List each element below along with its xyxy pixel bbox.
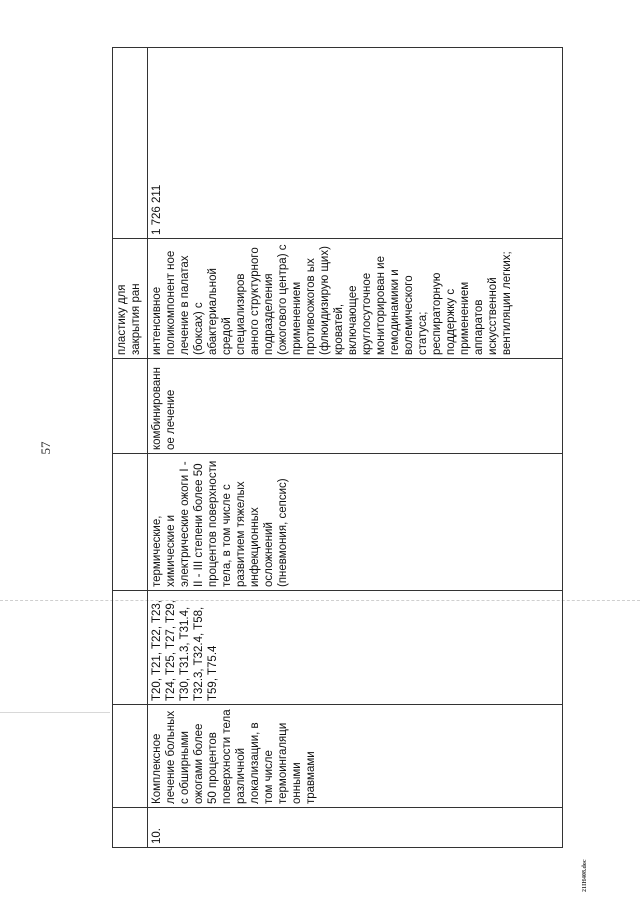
- fold-line-short: [0, 712, 110, 713]
- medical-care-table: [112, 47, 563, 848]
- header-cell-number: [113, 808, 148, 848]
- treatment-name: Комплексное лечение больных с обширными ожогами более 50 процентов поверхности тела различной локализации, в том числе термоингаляци онными травмами: [148, 705, 563, 808]
- table-row: [148, 48, 563, 848]
- treatment-method: интенсивное поликомпонент ное лечение в палатах (боксах) с абактериальной средой специализиров анного структурного подразделения (ожогового центра) с применением противоожогов ых (флюидизирую щих) кроватей, включающее круглосуточное мониторирован ие гемодинамики и волемического статуса; респираторную поддержку с применением аппаратов искусственной вентиляции легких;: [148, 239, 563, 359]
- patient-model: термические, химические и электрические ожоги I - II - III степени более 50 процентов поверхности тела, в том числе с развитием тяжелых инфекционных осложнений (пневмония, сепсис): [148, 454, 563, 591]
- header-cell-type: [113, 359, 148, 454]
- header-cell-cost: [113, 48, 148, 239]
- header-cell-name: [113, 705, 148, 808]
- header-cell-codes: [113, 591, 148, 705]
- row-number: 10.: [148, 808, 563, 848]
- page-number: 57: [38, 441, 53, 455]
- header-cell-method: пластику для закрытия ран: [113, 239, 148, 359]
- diagnosis-codes: T20, T21, T22, T23, T24, T25, T27, T29, T30, T31.3, T31.4, T32.3, T32.4, T58, T59, T75.4: [148, 591, 563, 705]
- continuation-header-row: [113, 48, 148, 848]
- rotated-table-container: [112, 48, 557, 848]
- cost-value: 1 726 211: [148, 48, 563, 239]
- treatment-type: комбинированн ое лечение: [148, 359, 563, 454]
- header-cell-model: [113, 454, 148, 591]
- file-label: 21IH408.doc: [582, 859, 588, 892]
